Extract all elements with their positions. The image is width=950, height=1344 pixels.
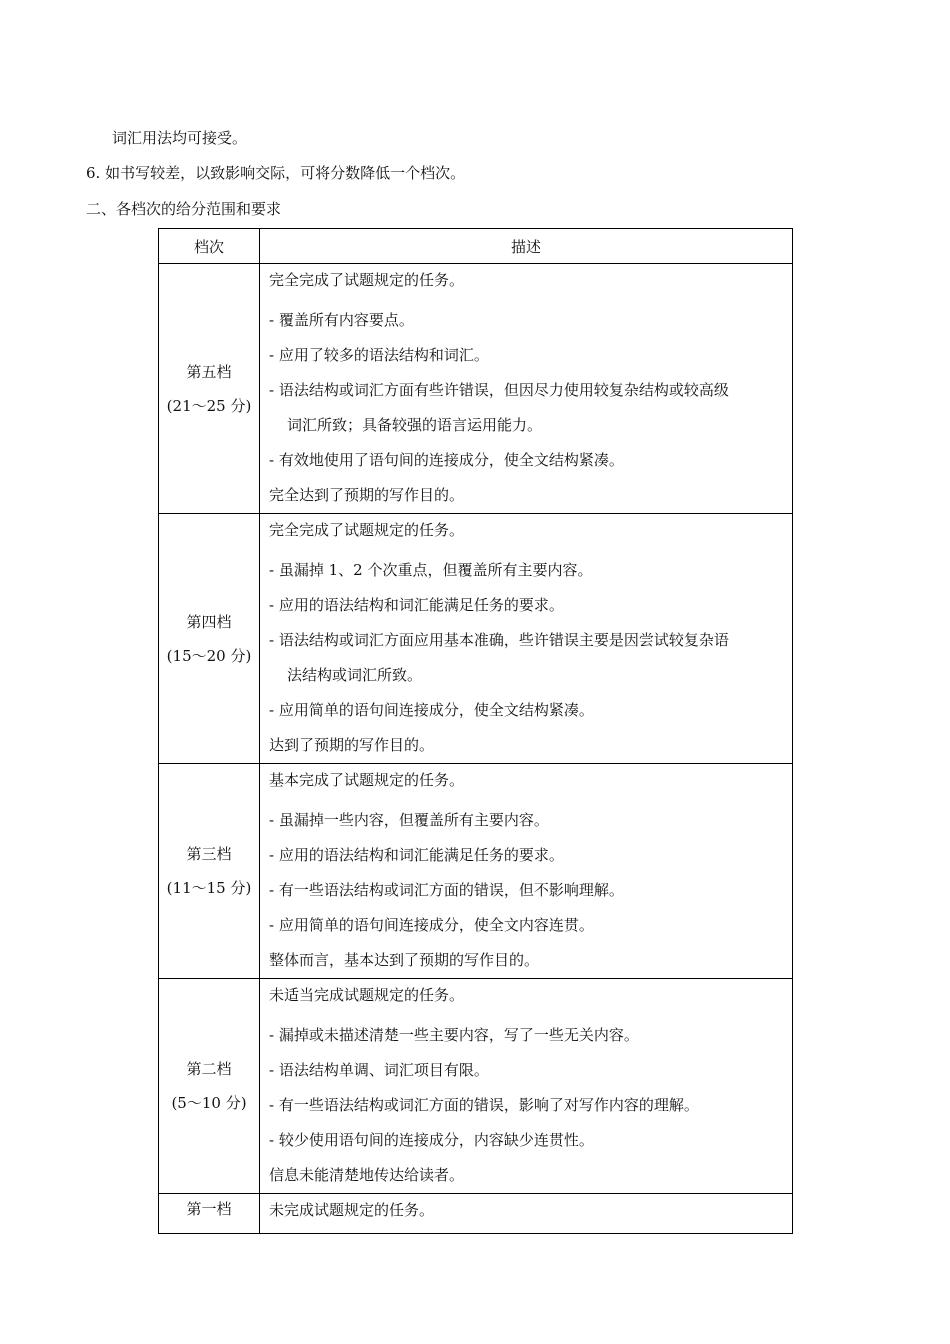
description-line: 信息未能清楚地传达给读者。: [269, 1166, 465, 1184]
scoring-note-6: 6. 如书写较差，以致影响交际，可将分数降低一个档次。: [86, 164, 466, 182]
description-line: 未适当完成试题规定的任务。: [269, 986, 465, 1004]
description-line: - 有一些语法结构或词汇方面的错误，但不影响理解。: [269, 881, 624, 899]
description-line: - 有一些语法结构或词汇方面的错误，影响了对写作内容的理解。: [269, 1096, 699, 1114]
description-line: - 应用简单的语句间连接成分，使全文内容连贯。: [269, 916, 594, 934]
header-level: 档次: [159, 229, 260, 264]
description-cell: [260, 514, 793, 764]
table-header-row: [159, 229, 793, 264]
description-line: - 语法结构或词汇方面应用基本准确，些许错误主要是因尝试较复杂语: [269, 631, 729, 649]
description-cell: [260, 1194, 793, 1234]
table-row: [159, 514, 793, 764]
description-line: - 虽漏掉一些内容，但覆盖所有主要内容。: [269, 811, 549, 829]
level-name: 第三档: [186, 845, 232, 863]
description-line: - 较少使用语句间的连接成分，内容缺少连贯性。: [269, 1131, 594, 1149]
description-line: 基本完成了试题规定的任务。: [269, 771, 465, 789]
description-line: - 虽漏掉 1、2 个次重点，但覆盖所有主要内容。: [269, 561, 593, 579]
description-line: - 应用的语法结构和词汇能满足任务的要求。: [269, 596, 564, 614]
description-cell: [260, 764, 793, 979]
level-name: 第四档: [186, 612, 232, 631]
description-line: - 覆盖所有内容要点。: [269, 311, 414, 329]
level-cell: [159, 514, 260, 764]
description-line: - 漏掉或未描述清楚一些主要内容，写了一些无关内容。: [269, 1026, 639, 1044]
description-line: - 应用了较多的语法结构和词汇。: [269, 346, 489, 364]
table-row: [159, 1194, 793, 1234]
description-line: 词汇所致；具备较强的语言运用能力。: [287, 416, 543, 434]
description-line: 法结构或词汇所致。: [287, 666, 423, 684]
level-range: (15～20 分): [166, 646, 252, 665]
level-cell: [159, 264, 260, 514]
description-line: 完全完成了试题规定的任务。: [269, 271, 465, 289]
description-line: 完全完成了试题规定的任务。: [269, 521, 465, 539]
level-range: (11～15 分): [166, 879, 252, 897]
table-row: [159, 764, 793, 979]
level-cell: [159, 764, 260, 979]
level-cell: [159, 979, 260, 1194]
level-range: (5～10 分): [171, 1094, 247, 1112]
description-line: - 应用简单的语句间连接成分，使全文结构紧凑。: [269, 701, 594, 719]
continued-text-line: 词汇用法均可接受。: [112, 129, 248, 147]
header-description: 描述: [260, 229, 793, 264]
description-line: 整体而言，基本达到了预期的写作目的。: [269, 951, 540, 969]
level-name: 第二档: [186, 1060, 232, 1078]
description-cell: [260, 264, 793, 514]
level-cell: [159, 1194, 260, 1234]
level-name: 第五档: [186, 362, 232, 381]
description-line: - 应用的语法结构和词汇能满足任务的要求。: [269, 846, 564, 864]
description-cell: [260, 979, 793, 1194]
section-heading: 二、各档次的给分范围和要求: [86, 200, 282, 218]
level-range: (21～25 分): [166, 396, 252, 415]
description-line: - 语法结构或词汇方面有些许错误，但因尽力使用较复杂结构或较高级: [269, 381, 729, 399]
table-row: [159, 264, 793, 514]
table-row: [159, 979, 793, 1194]
description-line: 达到了预期的写作目的。: [269, 736, 435, 754]
level-name: 第一档: [186, 1200, 232, 1218]
description-line: 未完成试题规定的任务。: [269, 1201, 435, 1219]
description-line: - 有效地使用了语句间的连接成分，使全文结构紧凑。: [269, 451, 624, 469]
description-line: 完全达到了预期的写作目的。: [269, 486, 465, 504]
grading-table: [158, 228, 793, 1234]
description-line: - 语法结构单调、词汇项目有限。: [269, 1061, 489, 1079]
